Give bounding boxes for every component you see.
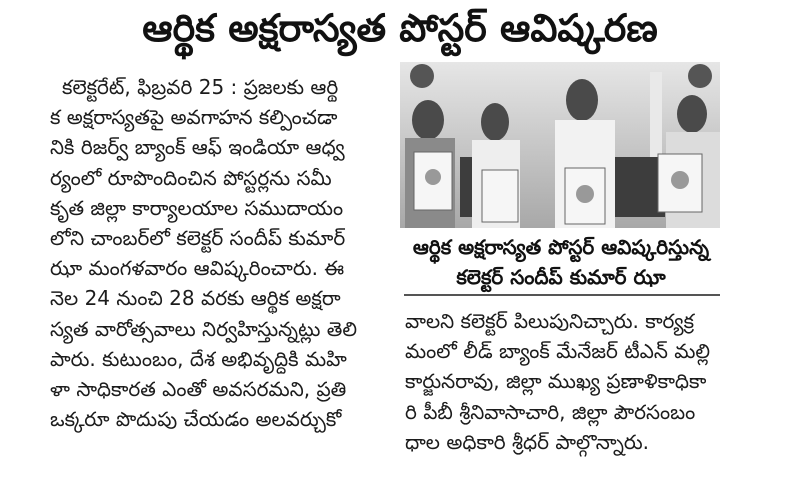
caption-divider <box>404 294 720 296</box>
photo-caption <box>400 232 722 292</box>
left-column <box>50 72 394 434</box>
group-photo-illustration <box>400 62 720 228</box>
body-line: ర్యంలో రూపొందించిన పోస్టర్లను సమీ <box>50 165 332 190</box>
body-line: క అక్షరాస్యతపై అవగాహన కల్పించడా <box>50 105 338 130</box>
caption-line: ఆర్థిక అక్షరాస్యత పోస్టర్ ఆవిష్కరిస్తున్న <box>412 235 710 259</box>
body-line: కృత జిల్లా కార్యాలయాల సముదాయం <box>50 195 344 220</box>
body-line: ఝా మంగళవారం ఆవిష్కరించారు. ఈ <box>50 256 345 281</box>
body-line: ఒక్కరూ పొదుపు చేయడం అలవర్చుకో <box>50 407 342 432</box>
body-line: లోని చాంబర్‌లో కలెక్టర్ సందీప్ కుమార్ <box>50 225 346 250</box>
body-line: నికి రిజర్వ్ బ్యాంక్ ఆఫ్ ఇండియా ఆధ్వ <box>50 135 345 160</box>
body-line: కలెక్టరేట్, ఫిబ్రవరి 25 : ప్రజలకు ఆర్థి <box>62 75 339 99</box>
body-line: ధాల అధికారి శ్రీధర్ పాల్గొన్నారు. <box>405 429 650 454</box>
body-line: మంలో లీడ్ బ్యాంక్ మేనేజర్ టీఎన్ మల్లి <box>405 339 711 364</box>
caption-line: కలెక్టర్ సందీప్ కుమార్ ఝా <box>456 265 666 289</box>
body-line: వాలని కలెక్టర్ పిలుపునిచ్చారు. కార్యక్ర <box>405 309 695 333</box>
right-column <box>405 306 727 457</box>
body-line: రి పీబీ శ్రీనివాసాచారి, జిల్లా పౌరసంబం <box>405 399 696 424</box>
body-line: కార్జునరావు, జిల్లా ముఖ్య ప్రణాళికాధికా <box>405 369 707 394</box>
article-headline: ఆర్థిక అక్షరాస్యత పోస్టర్ ఆవిష్కరణ <box>142 6 658 50</box>
body-line: స్యత వారోత్సవాలు నిర్వహిస్తున్నట్లు తెలి <box>50 316 358 341</box>
body-line: పారు. కుటుంబం, దేశ అభివృద్ధికి మహి <box>50 346 347 371</box>
body-line: నెల 24 నుంచి 28 వరకు ఆర్థిక అక్షరా <box>50 286 341 311</box>
body-line: ళా సాధికారత ఎంతో అవసరమని, ప్రతి <box>50 376 347 401</box>
news-photo <box>400 62 720 228</box>
